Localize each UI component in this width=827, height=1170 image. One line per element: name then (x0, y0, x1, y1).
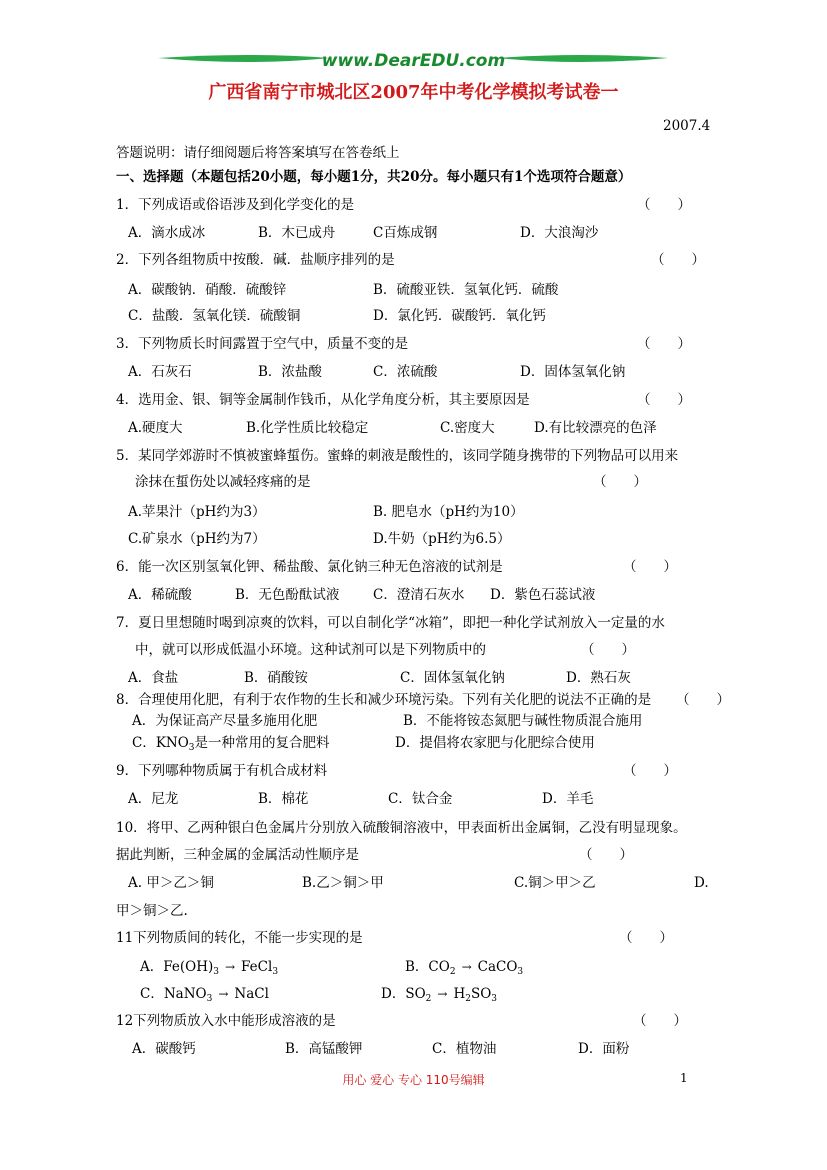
page-number: 1 (680, 1071, 688, 1085)
q1-stem: 1．下列成语或俗语涉及到化学变化的是 (116, 197, 355, 213)
q4-option-b: B.化学性质比较稳定 (246, 420, 369, 436)
q8-option-d: D．提倡将农家肥与化肥综合使用 (395, 735, 595, 751)
q4-answer-paren: （ ） (637, 392, 691, 408)
q11-answer-paren: （ ） (619, 930, 673, 946)
q3-stem: 3．下列物质长时间露置于空气中，质量不变的是 (116, 336, 409, 352)
q4-option-a: A.硬度大 (128, 420, 183, 436)
q4-option-d: D.有比较漂亮的色泽 (534, 420, 657, 436)
q6-option-a: A．稀硫酸 (128, 587, 192, 603)
q5-stem: 5．某同学郊游时不慎被蜜蜂蜇伤。蜜蜂的刺液是酸性的，该同学随身携带的下列物品可以用来 (116, 448, 679, 464)
arrow-icon: → (224, 960, 236, 974)
q10-option-a: A. 甲＞乙＞铜 (128, 875, 214, 891)
q9-option-b: B．棉花 (258, 791, 309, 807)
q2-option-b: B．硫酸亚铁．氢氧化钙．硫酸 (373, 282, 559, 298)
q10-stem: 10．将甲、乙两种银白色金属片分别放入硫酸铜溶液中，甲表面析出金属铜，乙没有明显现象。 (116, 820, 687, 836)
q6-stem: 6．能一次区别氢氧化钾、稀盐酸、氯化钠三种无色溶液的试剂是 (116, 559, 503, 575)
q7-option-a: A．食盐 (128, 670, 179, 686)
q7-option-b: B．硝酸铵 (244, 670, 308, 686)
footer-text: 用心 爱心 专心 110号编辑 (342, 1073, 485, 1087)
q8-option-b: B．不能将铵态氮肥与碱性物质混合施用 (403, 713, 643, 729)
section-heading: 一、选择题（本题包括20小题，每小题1分，共20分。每小题只有1个选项符合题意） (116, 169, 632, 185)
q9-option-c: C．钛合金 (388, 791, 453, 807)
q7-stem-cont: 中，就可以形成低温小环境。这种试剂可以是下列物质中的 (135, 642, 486, 658)
q9-answer-paren: （ ） (623, 763, 677, 779)
q2-option-c: C．盐酸．氢氧化镁．硫酸铜 (128, 308, 301, 324)
q6-option-b: B．无色酚酞试液 (235, 587, 340, 603)
q5-stem-cont: 涂抹在蜇伤处以减轻疼痛的是 (135, 474, 311, 490)
q12-option-d: D．面粉 (578, 1041, 630, 1057)
q5-option-c: C.矿泉水（pH约为7） (128, 531, 266, 547)
q2-stem: 2．下列各组物质中按酸．碱．盐顺序排列的是 (116, 252, 395, 268)
instructions: 答题说明：请仔细阅题后将答案填写在答卷纸上 (116, 145, 400, 161)
q3-option-c: C．浓硫酸 (373, 364, 438, 380)
q3-option-d: D．固体氢氧化钠 (520, 364, 626, 380)
q9-stem: 9．下列哪种物质属于有机合成材料 (116, 763, 328, 779)
q10-answer-paren: （ ） (579, 847, 633, 863)
arrow-icon: → (461, 960, 472, 974)
site-logo-text: www.DearEDU.com (321, 51, 506, 71)
arrow-icon: → (218, 987, 229, 1001)
q4-option-c: C.密度大 (440, 420, 495, 436)
q2-option-d: D．氯化钙．碳酸钙．氧化钙 (373, 308, 546, 324)
q5-option-b: B. 肥皂水（pH约为10） (373, 504, 524, 520)
arrow-icon: → (437, 987, 448, 1001)
q3-option-a: A．石灰石 (128, 364, 192, 380)
q5-option-d: D.牛奶（pH约为6.5） (373, 531, 511, 547)
q12-answer-paren: （ ） (633, 1013, 687, 1029)
q1-answer-paren: （ ） (637, 197, 691, 213)
q2-option-a: A．碳酸钠．硝酸．硫酸锌 (128, 282, 287, 298)
q8-option-a: A．为保证高产尽量多施用化肥 (132, 713, 318, 729)
q10-option-c: C.铜＞甲＞乙 (514, 875, 596, 891)
q12-option-c: C．植物油 (432, 1041, 497, 1057)
q9-option-d: D．羊毛 (542, 791, 594, 807)
q8-answer-paren: （ ） (676, 692, 730, 708)
q7-stem: 7．夏日里想随时喝到凉爽的饮料，可以自制化学“冰箱”，即把一种化学试剂放入一定量的水 (116, 615, 665, 631)
q10-option-b: B.乙＞铜＞甲 (302, 875, 384, 891)
q12-stem: 12下列物质放入水中能形成溶液的是 (116, 1013, 336, 1029)
q10-option-d-text: 甲＞铜＞乙. (116, 903, 188, 919)
q7-answer-paren: （ ） (581, 642, 635, 658)
q1-option-b: B．木已成舟 (258, 225, 336, 241)
q7-option-c: C．固体氢氧化钠 (400, 670, 505, 686)
q6-option-c: C．澄清石灰水 (373, 587, 465, 603)
page-title: 广西省南宁市城北区2007年中考化学模拟考试卷一 (208, 82, 619, 103)
exam-date: 2007.4 (663, 118, 711, 134)
q4-stem: 4．选用金、银、铜等金属制作钱币，从化学角度分析，其主要原因是 (116, 392, 530, 408)
q8-stem: 8．合理使用化肥，有利于农作物的生长和减少环境污染。下列有关化肥的说法不正确的是 (116, 692, 652, 708)
q5-answer-paren: （ ） (593, 474, 647, 490)
q12-option-b: B．高锰酸钾 (285, 1041, 363, 1057)
q11-option-c: C．NaNO$_3$ → NaCl (140, 986, 269, 1004)
q1-option-d: D．大浪淘沙 (520, 225, 599, 241)
q3-answer-paren: （ ） (637, 336, 691, 352)
q11-option-b: B．$CO_2$ → CaCO$_3$ (405, 959, 524, 977)
q8-option-c: C．$KNO_3$是一种常用的复合肥料 (132, 735, 330, 753)
q11-option-a: A．$Fe(OH)_3$ → FeCl$_3$ (140, 959, 279, 977)
q11-stem: 11下列物质间的转化，不能一步实现的是 (116, 930, 363, 946)
q2-answer-paren: （ ） (651, 252, 705, 268)
q1-option-c: C百炼成钢 (373, 225, 438, 241)
q7-option-d: D．熟石灰 (566, 670, 631, 686)
q10-stem-cont: 据此判断，三种金属的金属活动性顺序是 (116, 847, 359, 863)
q10-option-d-label: D. (694, 875, 709, 891)
q5-option-a: A.苹果汁（pH约为3） (128, 504, 266, 520)
q11-option-d: D．$SO_2 \to H_2SO_3$ (381, 986, 498, 1004)
q12-option-a: A．碳酸钙 (132, 1041, 196, 1057)
q9-option-a: A．尼龙 (128, 791, 179, 807)
q1-option-a: A．滴水成冰 (128, 225, 206, 241)
q3-option-b: B．浓盐酸 (258, 364, 322, 380)
q6-answer-paren: （ ） (623, 559, 677, 575)
q6-option-d: D．紫色石蕊试液 (490, 587, 596, 603)
